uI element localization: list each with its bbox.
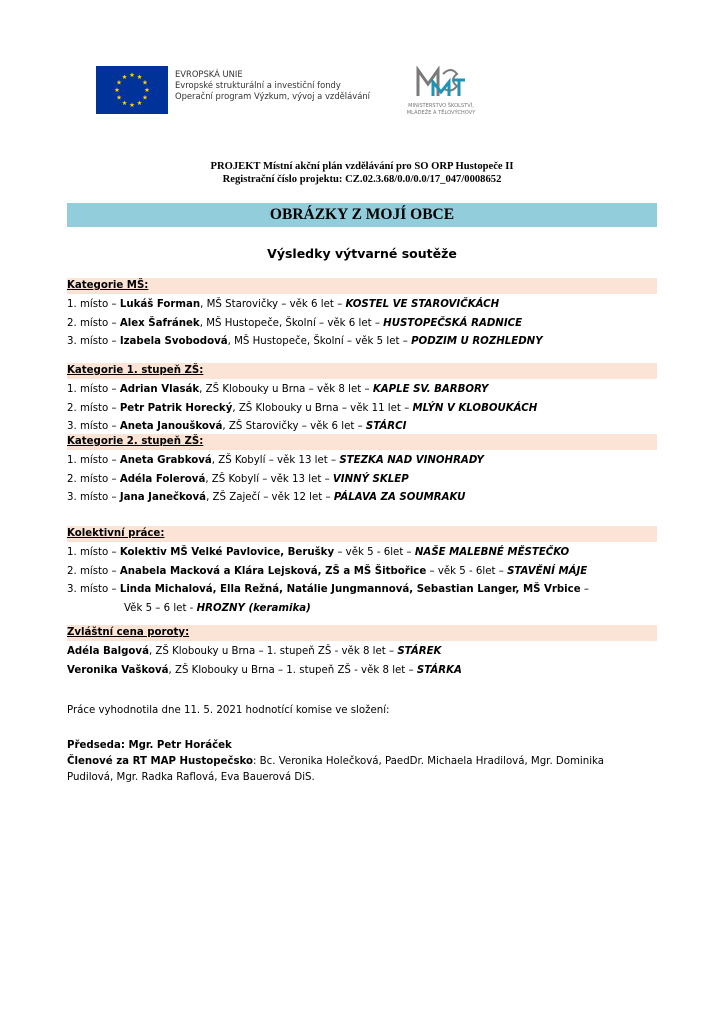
result-row (67, 544, 657, 563)
participant-name: Adéla Balgová (67, 646, 149, 657)
participant-detail: , ZŠ Zaječí – věk 12 let – (206, 492, 334, 503)
placement: 2. místo – (67, 473, 120, 485)
placement: 1. místo – (67, 384, 120, 395)
jury-members: : Bc. Veronika Holečková, PaedDr. Michaela Hradilová, Mgr. Dominika Pudilová, Mgr. Radka Raflová, Eva Bauerová DiS. (67, 756, 604, 783)
participant-detail: , ZŠ Klobouky u Brna – 1. stupeň ZŠ - věk 8 let – (168, 664, 417, 676)
placement: Věk 5 – 6 let - (124, 602, 197, 614)
participant-name: Petr Patrik Horecký (119, 402, 233, 414)
participant-name: Adrian Vlasák (119, 384, 200, 395)
participant-detail: , MŠ Hustopeče, Školní – věk 5 let – (227, 336, 412, 347)
category-heading-text: Kategorie 1. stupeň ZŠ: (67, 365, 204, 376)
result-row (67, 315, 657, 334)
placement: 3. místo – (67, 336, 120, 347)
jury (67, 738, 647, 786)
participant-name: Aneta Grabková (119, 455, 212, 466)
result-row (67, 643, 657, 662)
artwork-title: STÁRKA (416, 664, 462, 676)
eu-text (175, 69, 370, 102)
participant-detail: , MŠ Starovičky – věk 6 let – (200, 299, 346, 310)
artwork-title: PÁLAVA ZA SOUMRAKU (333, 492, 466, 503)
placement: 3. místo – (67, 492, 120, 503)
participant-name: Linda Michalová, Ella Režná, Natálie Jungmannová, Sebastian Langer, MŠ Vrbice (119, 584, 581, 595)
category-section (67, 526, 657, 618)
result-row (67, 333, 657, 352)
title-bar (67, 203, 657, 227)
participant-detail: – věk 5 - 6let – (426, 565, 508, 577)
page-subtitle: Výsledky výtvarné soutěže (267, 246, 457, 261)
result-row (67, 400, 657, 419)
project-name: PROJEKT Místní akční plán vzdělávání pro SO ORP Hustopeče II (210, 161, 514, 172)
msmt-logo-icon (415, 66, 467, 100)
msmt-caption: MINISTERSTVO ŠKOLSTVÍ, (408, 103, 474, 109)
artwork-title: NAŠE MALEBNÉ MĚSTEČKO (414, 547, 570, 558)
header-logos (96, 66, 506, 122)
placement: 2. místo – (67, 565, 120, 577)
participant-detail: , ZŠ Klobouky u Brna – věk 11 let – (232, 402, 413, 414)
result-row (67, 381, 657, 400)
placement: 1. místo – (67, 299, 120, 310)
artwork-title: PODZIM U ROZHLEDNY (411, 336, 543, 347)
category-heading (67, 363, 657, 379)
eu-line: EVROPSKÁ UNIE (175, 69, 243, 79)
artwork-title: STÁREK (397, 646, 442, 657)
jury-members-label: Členové za RT MAP Hustopečsko (67, 756, 254, 767)
result-row (67, 452, 657, 471)
artwork-title: HUSTOPEČSKÁ RADNICE (383, 317, 523, 329)
artwork-title: MLÝN V KLOBOUKÁCH (412, 402, 538, 414)
participant-detail: , ZŠ Kobylí – věk 13 let – (211, 455, 340, 466)
placement: 3. místo – (67, 584, 120, 595)
category-section (67, 625, 657, 680)
placement: 3. místo – (67, 421, 120, 432)
participant-name: Alex Šafránek (119, 317, 200, 329)
category-heading-text: Zvláštní cena poroty: (67, 627, 190, 638)
artwork-title: KOSTEL VE STAROVIČKÁCH (345, 299, 500, 310)
artwork-title: VINNÝ SKLEP (332, 473, 409, 485)
eu-line: Evropské strukturální a investiční fondy (175, 80, 341, 90)
participant-detail: – (580, 584, 589, 595)
category-heading (67, 625, 657, 641)
msmt-logo (391, 66, 491, 122)
participant-detail: , ZŠ Kobylí – věk 13 let – (205, 473, 333, 485)
category-section (67, 363, 657, 437)
registration-number: Registrační číslo projektu: CZ.02.3.68/0.0/0.0/17_047/0008652 (222, 174, 502, 185)
placement: 1. místo – (67, 547, 120, 558)
eu-flag-icon (96, 66, 168, 114)
participant-name: Aneta Janoušková (119, 421, 223, 432)
placement: 1. místo – (67, 455, 120, 466)
participant-name: Lukáš Forman (119, 299, 201, 310)
category-section (67, 434, 657, 508)
category-heading (67, 526, 657, 542)
result-row (67, 489, 657, 508)
msmt-caption: MLÁDEŽE A TĚLOVÝCHOVY (406, 110, 476, 116)
jury-chair: Předseda: Mgr. Petr Horáček (67, 740, 232, 751)
page-title: OBRÁZKY Z MOJÍ OBCE (269, 206, 455, 223)
category-heading (67, 434, 657, 450)
result-row (67, 563, 657, 582)
participant-name: Adéla Folerová (119, 473, 206, 485)
eu-line: Operační program Výzkum, vývoj a vzdělávání (175, 91, 370, 101)
artwork-title: STAVĚNÍ MÁJE (507, 565, 588, 577)
artwork-title: STÁRCI (365, 421, 407, 432)
category-heading (67, 278, 657, 294)
result-row (67, 471, 657, 490)
participant-detail: – věk 5 - 6let – (334, 547, 415, 558)
participant-detail: , MŠ Hustopeče, Školní – věk 6 let – (199, 317, 384, 329)
placement: 2. místo – (67, 402, 120, 414)
result-row (67, 662, 657, 681)
category-heading-text: Kategorie MŠ: (67, 280, 149, 291)
participant-detail: , ZŠ Starovičky – věk 6 let – (222, 421, 366, 432)
placement: 2. místo – (67, 317, 120, 329)
artwork-title: STEZKA NAD VINOHRADY (339, 455, 484, 466)
category-heading-text: Kolektivní práce: (67, 528, 165, 539)
participant-name: Kolektiv MŠ Velké Pavlovice, Berušky (119, 547, 335, 558)
result-row (67, 296, 657, 315)
participant-detail: , ZŠ Klobouky u Brna – 1. stupeň ZŠ - věk 8 let – (148, 646, 398, 657)
participant-name: Jana Janečková (119, 492, 207, 503)
evaluation-note: Práce vyhodnotila dne 11. 5. 2021 hodnotící komise ve složení: (67, 705, 390, 716)
result-row (67, 600, 657, 619)
artwork-title: KAPLE SV. BARBORY (372, 384, 489, 395)
result-row (67, 581, 657, 600)
category-section (67, 278, 657, 352)
project-info (0, 160, 724, 186)
category-heading-text: Kategorie 2. stupeň ZŠ: (67, 436, 204, 447)
participant-name: Anabela Macková a Klára Lejsková, ZŠ a MŠ Šitbořice (119, 565, 427, 577)
participant-name: Izabela Svobodová (119, 336, 228, 347)
participant-detail: , ZŠ Klobouky u Brna – věk 8 let – (199, 384, 373, 395)
artwork-title: HROZNY (keramika) (196, 602, 311, 614)
participant-name: Veronika Vašková (67, 664, 169, 676)
